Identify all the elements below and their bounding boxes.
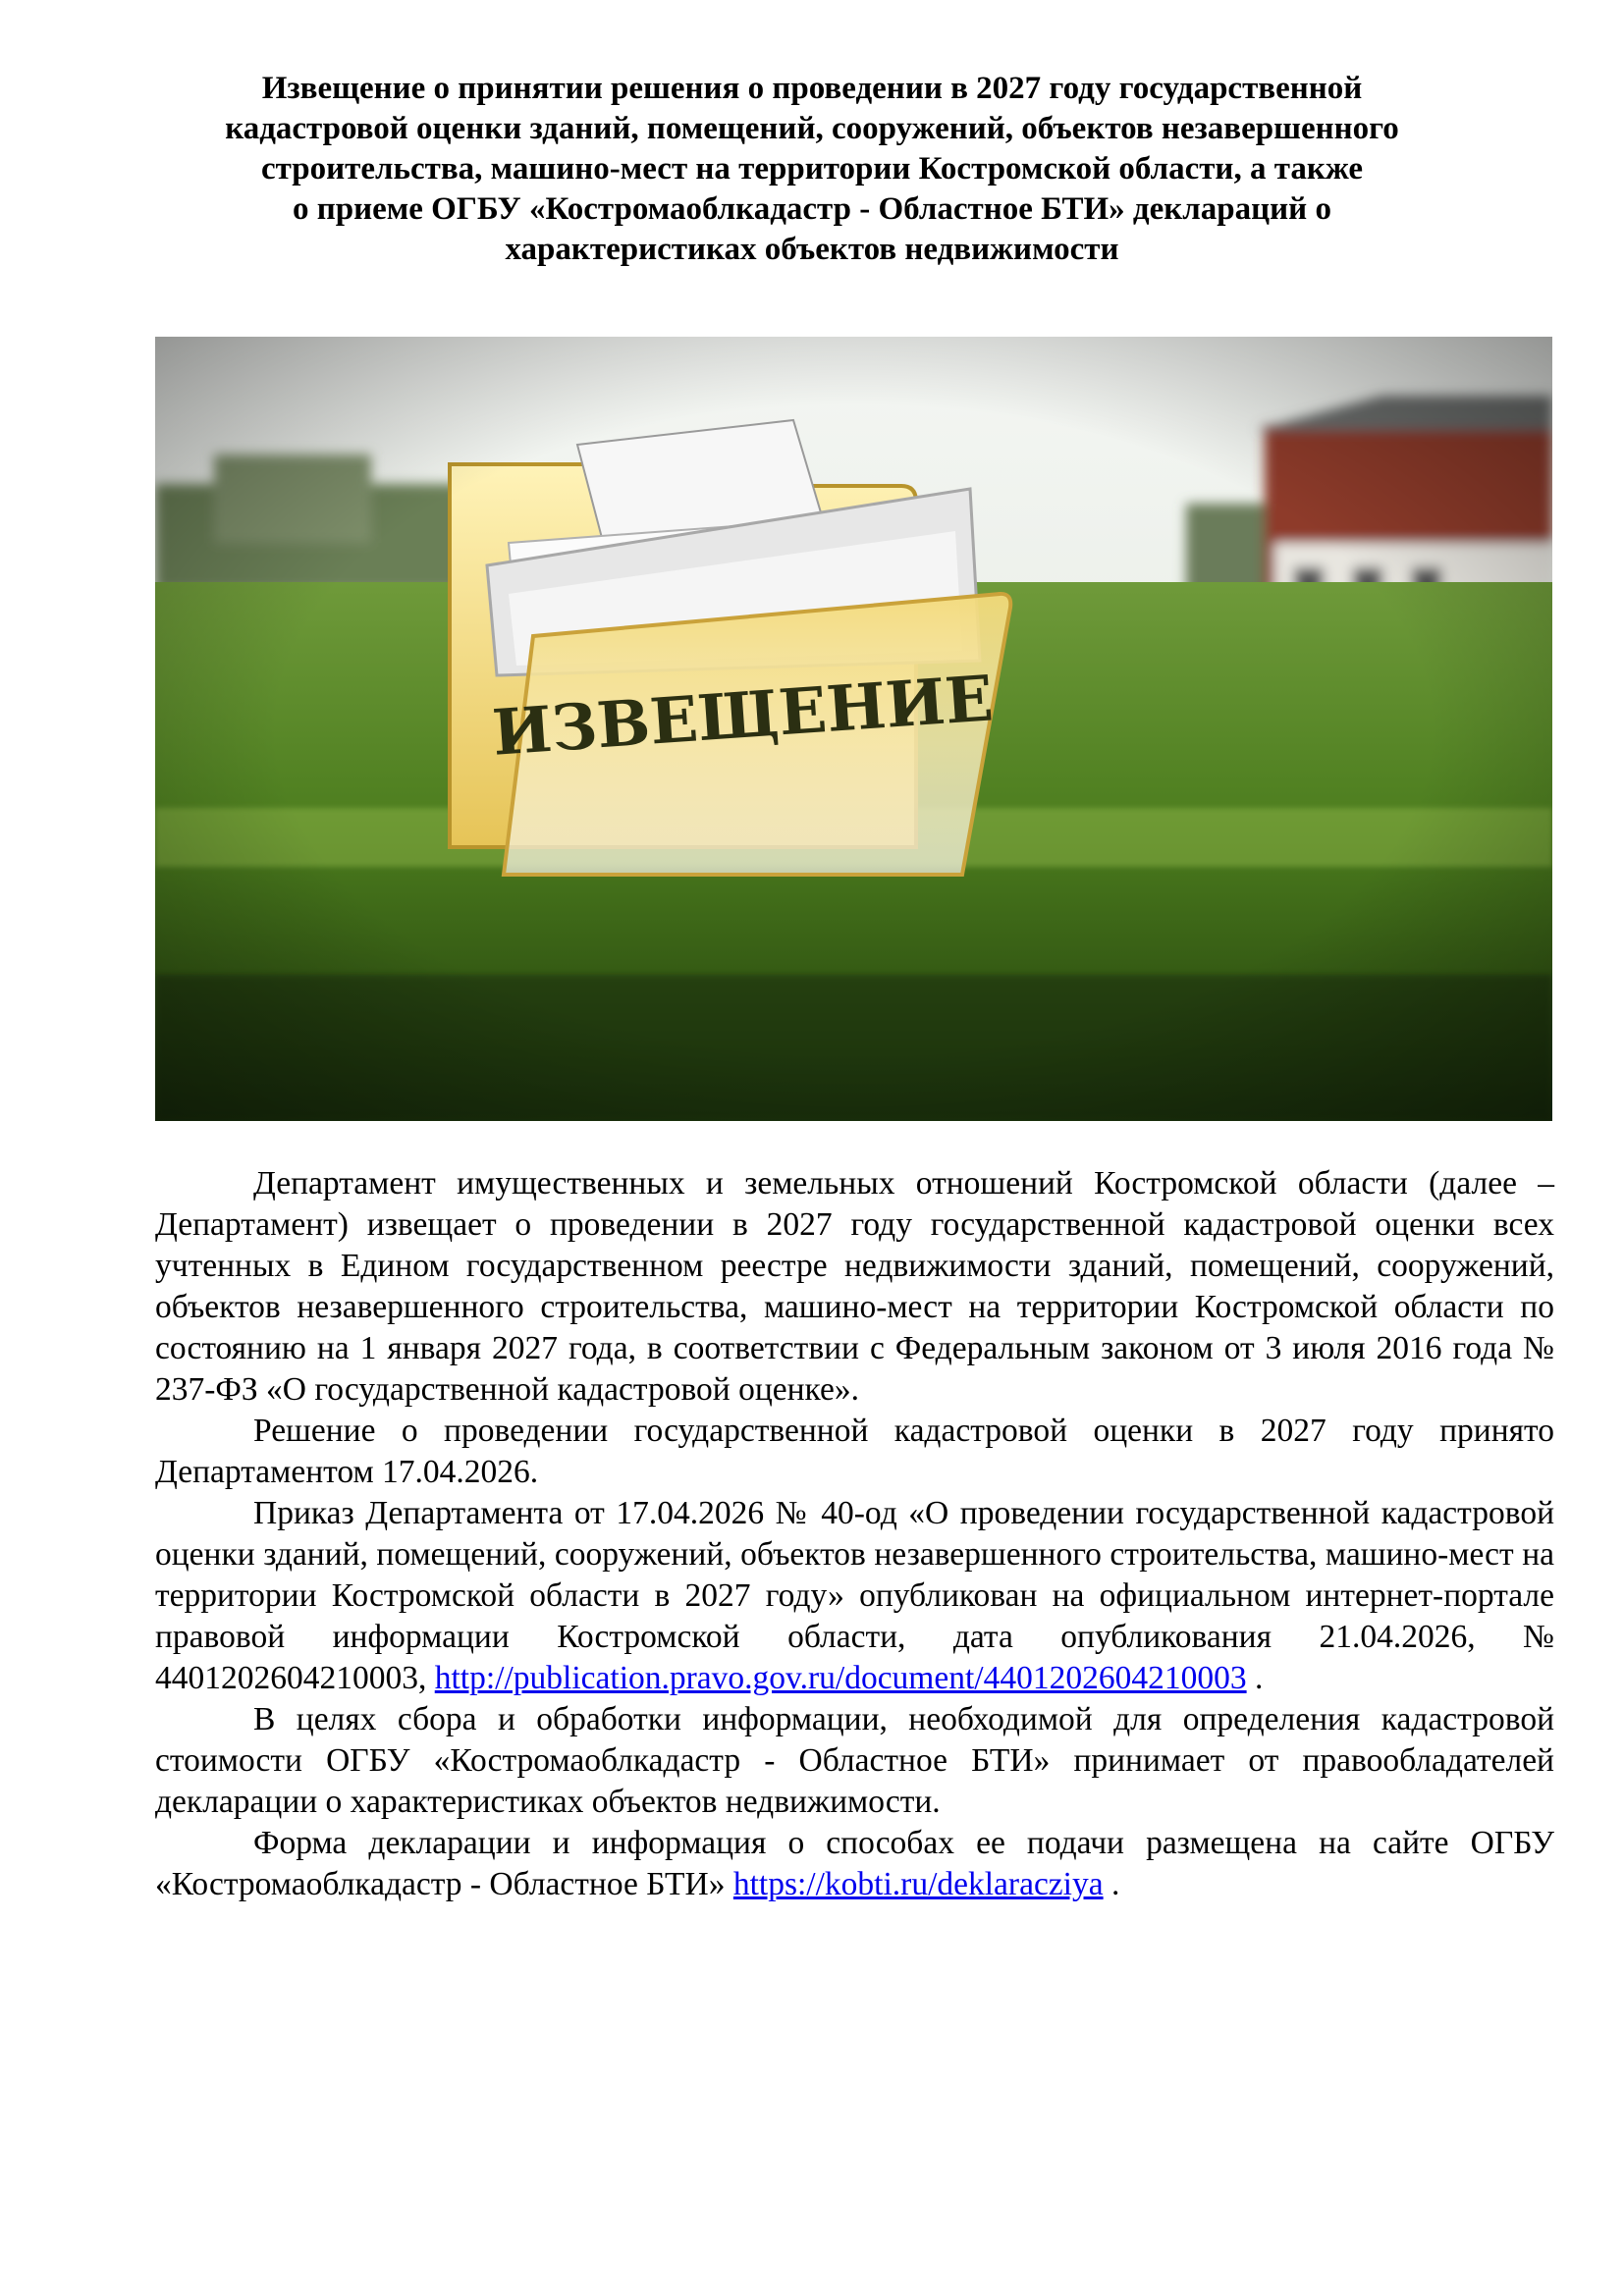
paragraph-text: Форма декларации и информация о способах ее подачи размещена на сайте ОГБУ «Костромаоблкадастр - Областное БТИ» — [155, 1825, 1554, 1902]
publication-link[interactable]: http://publication.pravo.gov.ru/document/4401202604210003 — [434, 1660, 1247, 1696]
title-line: о приеме ОГБУ «Костромаоблкадастр - Областное БТИ» деклараций о — [293, 191, 1331, 227]
hero-image — [155, 337, 1552, 1121]
declaration-link[interactable]: https://kobti.ru/deklaracziya — [732, 1866, 1104, 1902]
paragraph — [155, 1823, 1554, 1905]
document-title — [147, 69, 1477, 270]
paragraph: Департамент имущественных и земельных отношений Костромской области (далее – Департамент) извещает о проведении в 2027 году государственной кадастровой оценки всех учтенных в Едином государственном реестре недвижимости зданий, помещений, сооружений, объектов незавершенного строительства, машино-мест на территории Костромской области по состоянию на 1 января 2027 года, в соответствии с Федеральным законом от 3 июля 2016 года № 237-ФЗ «О государственной кадастровой оценке». — [155, 1165, 1554, 1408]
title-line: Извещение о принятии решения о проведении в 2027 году государственной — [261, 71, 1363, 106]
paragraph-end: . — [1103, 1866, 1120, 1902]
title-line: строительства, машино-мест на территории Костромской области, а также — [261, 151, 1363, 187]
title-line: характеристиках объектов недвижимости — [505, 232, 1119, 267]
paragraph: В целях сбора и обработки информации, необходимой для определения кадастровой стоимости ОГБУ «Костромаоблкадастр - Областное БТИ» принимает от правообладателей декларации о характеристиках объектов недвижимости. — [155, 1701, 1554, 1820]
hero-illustration — [155, 337, 1552, 1121]
paragraph-end: . — [1246, 1660, 1264, 1696]
title-line: кадастровой оценки зданий, помещений, сооружений, объектов незавершенного — [225, 111, 1399, 146]
paragraph: Решение о проведении государственной кадастровой оценки в 2027 году принято Департаментом 17.04.2026. — [155, 1413, 1554, 1490]
notice-body — [155, 1163, 1554, 1905]
paragraph — [155, 1493, 1554, 1699]
paragraph-text: Приказ Департамента от 17.04.2026 № 40-од «О проведении государственной кадастровой оценки зданий, помещений, сооружений, объектов незавершенного строительства, машино-мест на территории Костромской области в 2027 году» опубликован на официальном интернет-портале правовой информации Костромской области, дата опубликования 21.04.2026, № 4401202604210003, — [155, 1495, 1554, 1696]
